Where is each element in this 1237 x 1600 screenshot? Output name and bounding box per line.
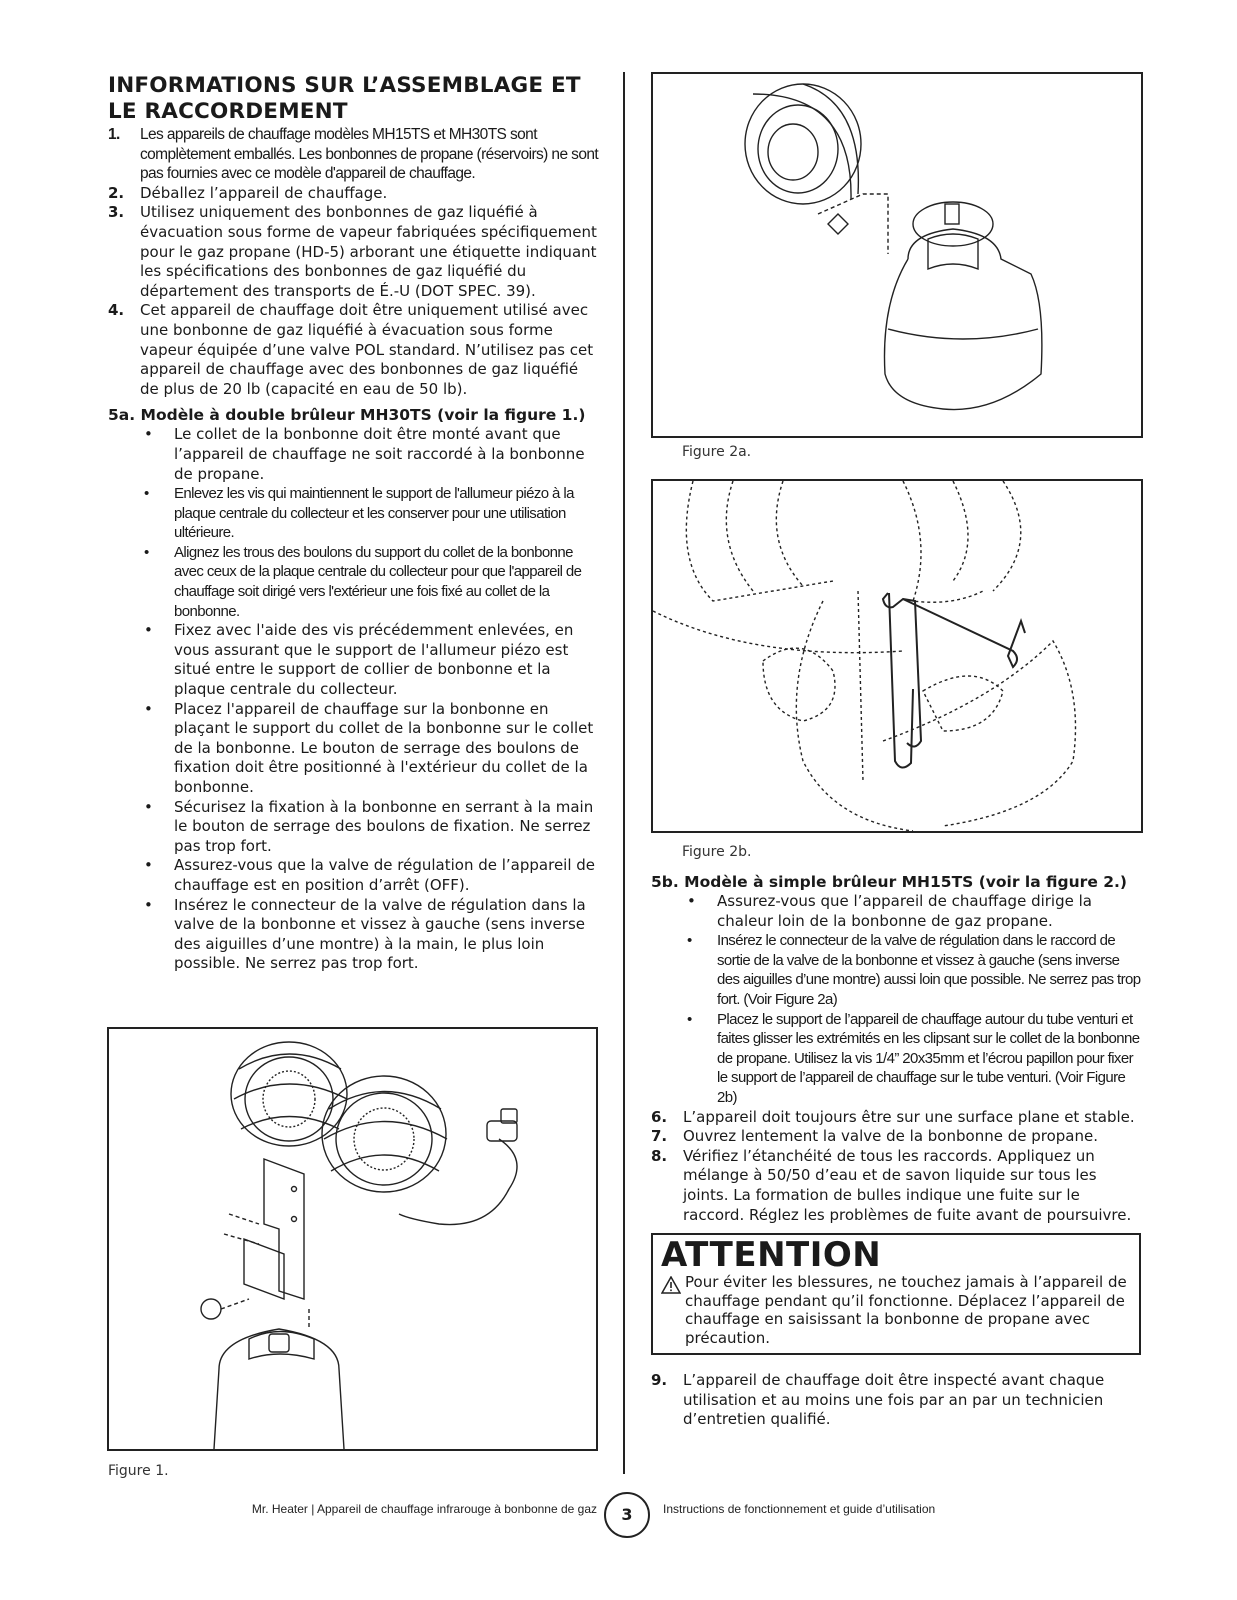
bullet-text: Assurez-vous que l’appareil de chauffage dirige la chaleur loin de la bonbonne de gaz propane.	[717, 892, 1092, 930]
bullet-text: Placez le support de l’appareil de chauffage autour du tube venturi et faites glisser les extrémités en les clipsant sur le collet de la bonbonne de propane. Utilisez la vis 1/4” 20x35mm et l’écrou papillon pour fixer le support de l’appareil de chauffage sur le tube venturi. (Voir Figure 2b)	[717, 1010, 1140, 1106]
steps-list-bottom	[651, 1108, 1141, 1226]
bullet-item: • Placez le support de l’appareil de chauffage autour du tube venturi et faites glisser les extrémités en les clipsant sur le collet de la bonbonne de propane. Utilisez la vis 1/4” 20x35mm et l’écrou papillon pour fixer le support de l’appareil de chauffage sur le tube venturi. (Voir Figure 2b)	[687, 1010, 1140, 1106]
figure-1-caption: Figure 1.	[108, 1463, 169, 1479]
bullet-text: Enlevez les vis qui maintiennent le support de l'allumeur piézo à la plaque centrale du collecteur et les conserver pour une utilisation ultérieure.	[174, 485, 574, 542]
step-number: 9.	[651, 1371, 668, 1390]
steps-list-top	[108, 125, 600, 399]
bullet-text: Le collet de la bonbonne doit être monté avant que l’appareil de chauffage ne soit raccordé à la bonbonne de propane.	[174, 425, 585, 483]
footer-right: Instructions de fonctionnement et guide d’utilisation	[663, 1502, 936, 1516]
attention-body	[661, 1273, 1131, 1347]
figure-2a-box	[651, 72, 1143, 438]
step-9	[651, 1371, 1141, 1430]
right-column-text	[651, 872, 1141, 1430]
step-text: Ouvrez lentement la valve de la bonbonne de propane.	[683, 1127, 1098, 1146]
column-divider	[623, 72, 625, 1474]
bullet-item: • Placez l'appareil de chauffage sur la bonbonne en plaçant le support du collet de la bonbonne sur le collet de la bonbonne. Le bouton de serrage des boulons de fixation doit être positionné à l'extérieur du collet de la bonbonne.	[144, 699, 594, 796]
attention-title: ATTENTION	[661, 1235, 882, 1276]
bullet-text: Assurez-vous que la valve de régulation de l’appareil de chauffage est en position d’arrêt (OFF).	[174, 856, 596, 894]
attention-box	[651, 1233, 1141, 1355]
section-5a-bullets	[108, 425, 600, 974]
attention-text: Pour éviter les blessures, ne touchez jamais à l’appareil de chauffage pendant qu’il fonctionne. Déplacez l’appareil de chauffage en saisissant la bonbonne de propane avec précaution.	[685, 1273, 1127, 1347]
step-text: Utilisez uniquement des bonbonnes de gaz liquéfié à évacuation sous forme de vapeur fabriquées spécifiquement pour le gaz propane (HD-5) arborant une étiquette indiquant les spécifications des bonbonnes de gaz liquéfié du département des transports de É.-U (DOT SPEC. 39).	[140, 203, 597, 300]
figure-2b-box	[651, 479, 1143, 833]
section-5b-title: 5b. Modèle à simple brûleur MH15TS (voir la figure 2.)	[651, 873, 1127, 891]
warning-icon	[661, 1276, 681, 1294]
step-1	[108, 125, 600, 184]
bullet-item: • Fixez avec l'aide des vis précédemment enlevées, en vous assurant que le support de l'allumeur piézo est situé entre le support de collier de bonbonne et la plaque centrale du collecteur.	[144, 621, 574, 699]
section-heading: INFORMATIONS SUR L’ASSEMBLAGE ET LE RACCORDEMENT	[108, 73, 581, 124]
left-column	[108, 73, 600, 974]
bullet-item: • Alignez les trous des boulons du support du collet de la bonbonne avec ceux de la plaque centrale du collecteur pour que l'appareil de chauffage soit dirigé vers l'extérieur une fois fixé au collet de la bonbonne.	[144, 543, 582, 620]
step-number: 1.	[108, 126, 120, 143]
bullet-item: • Assurez-vous que la valve de régulation de l’appareil de chauffage est en position d’arrêt (OFF).	[144, 856, 596, 894]
step-text: Vérifiez l’étanchéité de tous les raccords. Appliquez un mélange à 50/50 d’eau et de savon liquide sur tous les joints. La formation de bulles indique une fuite sur le raccord. Réglez les problèmes de fuite avant de poursuivre.	[683, 1146, 1132, 1224]
bullet-item: • Assurez-vous que l’appareil de chauffage dirige la chaleur loin de la bonbonne de gaz propane.	[687, 892, 1092, 930]
figure-2a-caption: Figure 2a.	[682, 444, 752, 460]
bullet-item: • Sécurisez la fixation à la bonbonne en serrant à la main le bouton de serrage des boulons de fixation. Ne serrez pas trop fort.	[144, 797, 594, 855]
bullet-text: Insérez le connecteur de la valve de régulation dans la valve de la bonbonne et vissez à gauche (sens inverse des aiguilles d’une montre) à la main, le plus loin possible. Ne serrez pas trop fort.	[174, 895, 586, 973]
step-text: L’appareil de chauffage doit être inspecté avant chaque utilisation et au moins une fois par an par un technicien d’entretien qualifié.	[683, 1371, 1105, 1429]
figure-1-box	[107, 1027, 598, 1451]
step-number: 8.	[651, 1146, 668, 1165]
bullet-text: Insérez le connecteur de la valve de régulation dans le raccord de sortie de la valve de la bonbonne et vissez à gauche (sens inverse des aiguilles d’une montre) aussi loin que possible. Ne serrez pas trop fort. (Voir Figure 2a)	[717, 932, 1141, 1008]
bullet-item: • Le collet de la bonbonne doit être monté avant que l’appareil de chauffage ne soit raccordé à la bonbonne de propane.	[144, 425, 585, 483]
step-number: 6.	[651, 1107, 668, 1126]
bullet-text: Fixez avec l'aide des vis précédemment enlevées, en vous assurant que le support de l'allumeur piézo est situé entre le support de collier de bonbonne et la plaque centrale du collecteur.	[174, 621, 574, 699]
bullet-text: Alignez les trous des boulons du support du collet de la bonbonne avec ceux de la plaque centrale du collecteur pour que l'appareil de chauffage soit dirigé vers l'extérieur une fois fixé au collet de la bonbonne.	[174, 543, 582, 620]
steps-list-final	[651, 1371, 1141, 1430]
step-2	[108, 184, 600, 204]
step-8	[651, 1147, 1141, 1225]
step-text: Cet appareil de chauffage doit être uniquement utilisé avec une bonbonne de gaz liquéfié à évacuation sous forme vapeur équipée d’une valve POL standard. N’utilisez pas cet appareil de chauffage avec des bonbonnes de gaz liquéfié de plus de 20 lb (capacité en eau de 50 lb).	[140, 301, 594, 398]
bracket-clip-illustration	[653, 481, 1141, 831]
step-text: Déballez l’appareil de chauffage.	[140, 183, 388, 202]
step-number: 3.	[108, 203, 125, 222]
step-text: L’appareil doit toujours être sur une surface plane et stable.	[683, 1107, 1135, 1126]
page-number: 3	[604, 1492, 650, 1538]
step-7	[651, 1127, 1141, 1147]
figure-2b-caption: Figure 2b.	[682, 844, 752, 860]
section-5a-title: 5a. Modèle à double brûleur MH30TS (voir la figure 1.)	[108, 406, 586, 425]
bullet-text: Sécurisez la fixation à la bonbonne en serrant à la main le bouton de serrage des boulons de fixation. Ne serrez pas trop fort.	[174, 797, 594, 855]
bullet-item: • Insérez le connecteur de la valve de régulation dans le raccord de sortie de la valve de la bonbonne et vissez à gauche (sens inverse des aiguilles d’une montre) aussi loin que possible. Ne serrez pas trop fort. (Voir Figure 2a)	[687, 932, 1141, 1008]
step-number: 4.	[108, 301, 125, 320]
step-number: 2.	[108, 183, 125, 202]
step-4	[108, 301, 600, 399]
footer-left: Mr. Heater | Appareil de chauffage infrarouge à bonbonne de gaz	[251, 1502, 597, 1516]
bullet-item: • Insérez le connecteur de la valve de régulation dans la valve de la bonbonne et vissez à gauche (sens inverse des aiguilles d’une montre) à la main, le plus loin possible. Ne serrez pas trop fort.	[144, 895, 586, 973]
dual-burner-heater-illustration	[109, 1029, 596, 1449]
bullet-text: Placez l'appareil de chauffage sur la bonbonne en plaçant le support du collet de la bonbonne sur le collet de la bonbonne. Le bouton de serrage des boulons de fixation doit être positionné à l'extérieur du collet de la bonbonne.	[174, 699, 594, 796]
bullet-item: • Enlevez les vis qui maintiennent le support de l'allumeur piézo à la plaque centrale du collecteur et les conserver pour une utilisation ultérieure.	[144, 485, 574, 542]
step-text: Les appareils de chauffage modèles MH15TS et MH30TS sont complètement emballés. Les bonbonnes de propane (réservoirs) ne sont pas fournies avec ce modèle d'appareil de chauffage.	[140, 126, 599, 183]
step-6	[651, 1108, 1141, 1128]
single-burner-heater-illustration	[653, 74, 1141, 436]
section-5b-bullets	[651, 892, 1141, 1108]
step-number: 7.	[651, 1127, 668, 1146]
step-3	[108, 203, 600, 301]
